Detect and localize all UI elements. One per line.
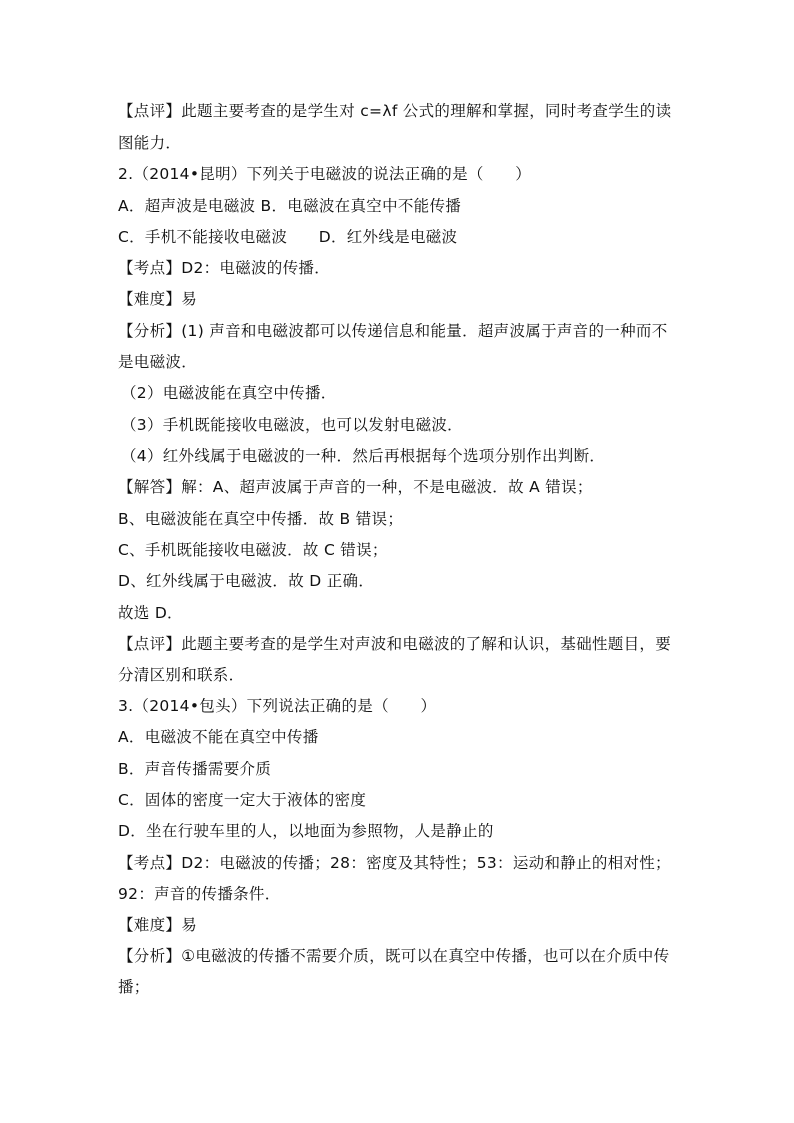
question-2-fenxi-2: （2）电磁波能在真空中传播． — [121, 384, 337, 402]
kaodian-text: D2：电磁波的传播；28：密度及其特性；53：运动和静止的相对性； — [181, 854, 671, 872]
question-2-stem: 2.（2014•昆明）下列关于电磁波的说法正确的是（ ） — [118, 165, 532, 183]
comment-line — [118, 100, 671, 122]
question-2-fenxi-1b: 是电磁波． — [118, 353, 198, 371]
question-3-nandu — [118, 914, 197, 936]
fenxi-text: (1) 声音和电磁波都可以传递信息和能量．超声波属于声音的一种而不 — [181, 322, 668, 340]
comment-line-cont: 图能力． — [118, 134, 182, 152]
question-2-options-cd: C．手机不能接收电磁波 D．红外线是电磁波 — [118, 228, 458, 246]
question-2-fenxi-1 — [118, 320, 668, 342]
nandu-text: 易 — [181, 290, 198, 308]
question-2-dianping — [118, 633, 671, 655]
fenxi-tag: 【分析】 — [118, 947, 182, 965]
kaodian-text: D2：电磁波的传播． — [181, 259, 331, 277]
question-3-option-d: D．坐在行驶车里的人，以地面为参照物，人是静止的 — [118, 822, 494, 840]
question-3-option-b: B．声音传播需要介质 — [118, 760, 272, 778]
question-2-dianping-cont: 分清区别和联系． — [118, 666, 245, 684]
nandu-tag: 【难度】 — [118, 916, 182, 934]
question-2-jieda-1 — [118, 476, 593, 498]
question-2-fenxi-3: （3）手机既能接收电磁波，也可以发射电磁波． — [121, 416, 463, 434]
fenxi-text: ①电磁波的传播不需要介质，既可以在真空中传播，也可以在介质中传 — [181, 947, 670, 965]
question-2-options-ab: A．超声波是电磁波 B．电磁波在真空中不能传播 — [118, 197, 462, 215]
dianping-text: 此题主要考查的是学生对声波和电磁波的了解和认识，基础性题目，要 — [181, 635, 672, 653]
kaodian-tag: 【考点】 — [118, 259, 182, 277]
jieda-tag: 【解答】 — [118, 478, 182, 496]
nandu-tag: 【难度】 — [118, 290, 182, 308]
question-3-kaodian-cont: 92：声音的传播条件． — [118, 885, 281, 903]
question-3-fenxi-1b: 播； — [118, 978, 150, 996]
question-3-fenxi-1 — [118, 945, 669, 967]
nandu-text: 易 — [181, 916, 198, 934]
question-2-answer: 故选 D． — [118, 604, 183, 622]
comment-tag: 【点评】 — [118, 102, 182, 120]
question-2-kaodian — [118, 257, 330, 279]
question-2-fenxi-4: （4）红外线属于电磁波的一种．然后再根据每个选项分别作出判断． — [121, 447, 606, 465]
question-3-kaodian — [118, 852, 671, 874]
dianping-tag: 【点评】 — [118, 635, 182, 653]
jieda-text: 解：A、超声波属于声音的一种，不是电磁波．故 A 错误； — [181, 478, 593, 496]
question-2-jieda-2: B、电磁波能在真空中传播．故 B 错误； — [118, 510, 404, 528]
question-2-nandu — [118, 288, 197, 310]
comment-text: 此题主要考查的是学生对 c=λf 公式的理解和掌握，同时考查学生的读 — [181, 102, 672, 120]
question-2-jieda-4: D、红外线属于电磁波．故 D 正确． — [118, 572, 375, 590]
kaodian-tag: 【考点】 — [118, 854, 182, 872]
fenxi-tag: 【分析】 — [118, 322, 182, 340]
question-2-jieda-3: C、手机既能接收电磁波．故 C 错误； — [118, 541, 388, 559]
question-3-stem: 3.（2014•包头）下列说法正确的是（ ） — [118, 697, 437, 715]
question-3-option-c: C．固体的密度一定大于液体的密度 — [118, 791, 367, 809]
question-3-option-a: A．电磁波不能在真空中传播 — [118, 728, 319, 746]
